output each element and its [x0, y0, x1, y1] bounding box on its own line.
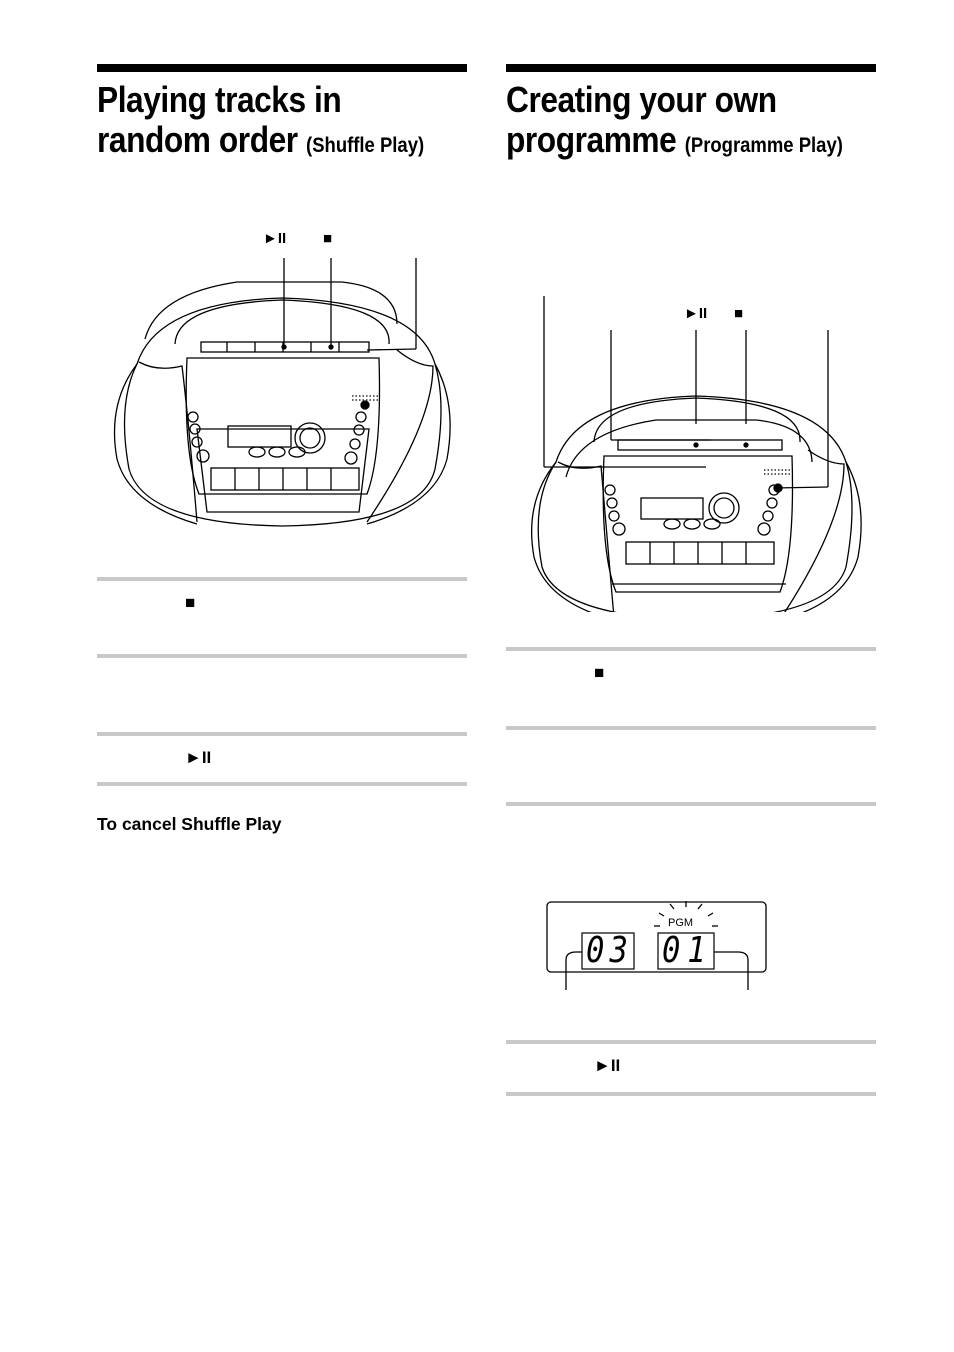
title-line-1: Playing tracks in — [97, 79, 342, 120]
step-3-rule — [506, 802, 876, 806]
shuffle-play-title — [97, 80, 423, 166]
boombox-illustration — [506, 292, 876, 612]
section-top-rule — [97, 64, 467, 72]
stop-label: ■ — [734, 305, 744, 322]
boombox-illustration — [97, 254, 467, 554]
title-subtitle: (Programme Play) — [684, 134, 843, 157]
step-4-play-symbol: ►II — [594, 1056, 621, 1075]
step-2-rule — [97, 654, 467, 658]
step-3-play-symbol: ►II — [185, 748, 212, 767]
title-line-1: Creating your own — [506, 79, 777, 120]
track-number-digits: 03 — [586, 930, 634, 971]
step-1-rule — [97, 577, 467, 581]
step-4-rule — [506, 1040, 876, 1044]
title-line-2: random order — [97, 119, 298, 160]
section-top-rule — [506, 64, 876, 72]
step-end-rule — [97, 782, 467, 786]
step-1-stop-symbol: ■ — [594, 663, 605, 682]
shuffle-play-section — [97, 64, 467, 834]
pgm-display-illustration — [546, 900, 776, 996]
step-1-stop-symbol: ■ — [185, 593, 196, 612]
title-line-2: programme — [506, 119, 677, 160]
programme-play-title — [506, 79, 843, 166]
programme-play-section — [506, 64, 876, 1075]
step-2-rule — [506, 726, 876, 730]
title-subtitle: (Shuffle Play) — [306, 134, 425, 157]
step-3-rule — [97, 732, 467, 736]
step-end-rule — [506, 1092, 876, 1096]
stop-label: ■ — [323, 230, 333, 247]
cancel-shuffle-heading: To cancel Shuffle Play — [97, 814, 282, 834]
step-1-rule — [506, 647, 876, 651]
play-pause-label: ►II — [263, 230, 287, 247]
pgm-indicator: PGM — [668, 917, 694, 929]
play-pause-label: ►II — [684, 305, 708, 322]
programme-step-digits: 01 — [662, 930, 713, 971]
